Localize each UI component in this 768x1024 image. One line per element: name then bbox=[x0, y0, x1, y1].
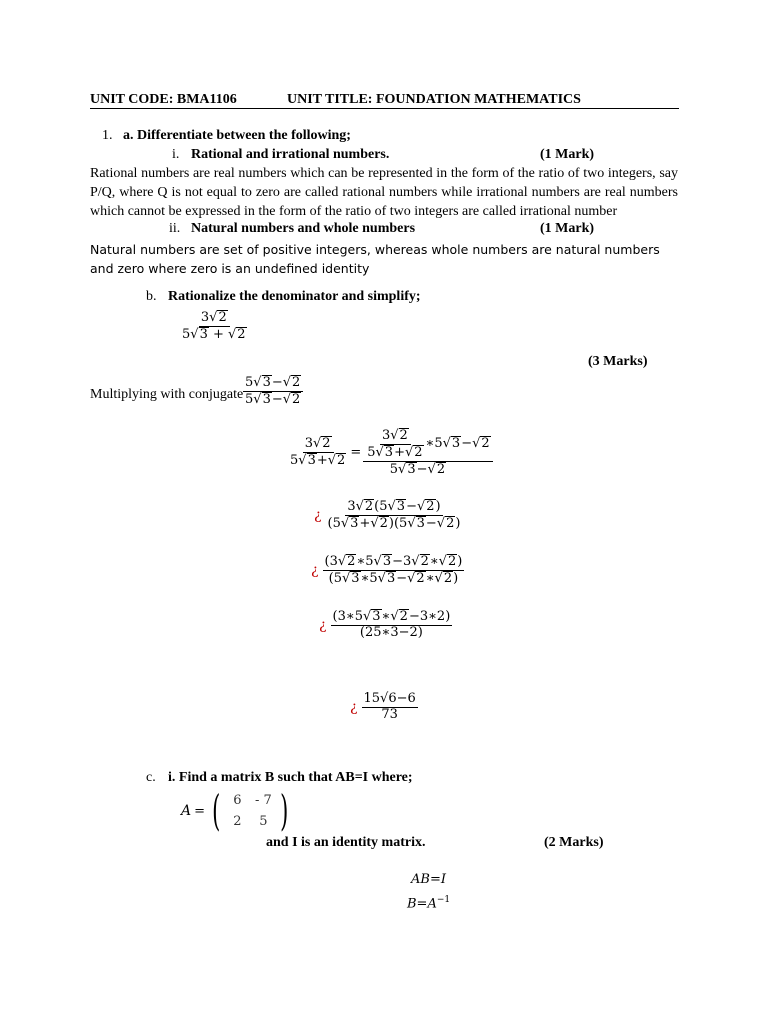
equation-ab-i: AB=I bbox=[411, 872, 446, 887]
part-c-marks: (2 Marks) bbox=[544, 835, 604, 850]
part-ii-title: Natural numbers and whole numbers bbox=[191, 221, 416, 236]
step-1: $\frac{3√2}{5√3+√2}$ = $\frac{3√2}{5√3+√2}$ ∗5√3−√2 5√3−√2 bbox=[288, 428, 493, 478]
step-2: ¿ $\frac{3√2(5√3-√2)}{(5√3+√2)(5√3-√2)}$ bbox=[314, 499, 461, 531]
part-i-marks: (1 Mark) bbox=[540, 147, 595, 162]
part-a-title: a. Differentiate between the following; bbox=[123, 128, 351, 143]
part-i-title: Rational and irrational numbers. bbox=[191, 147, 390, 162]
part-i-answer: Rational numbers are real numbers which can be represented in the form of the ratio of two integers, say P/Q, where Q is not equal to zero are called rational numbers while irrational numbers are real numbers which cannot be expressed in the form of the ratio of two integers are called irrational number bbox=[90, 166, 678, 219]
multiply-text: Multiplying with conjugate bbox=[90, 387, 244, 402]
matrix-cell: - 7 bbox=[255, 793, 272, 808]
part-ii-answer: Natural numbers are set of positive integers, whereas whole numbers are natural numbers and zero where zero is an undefined identity bbox=[90, 242, 660, 276]
matrix-cell: 2 bbox=[233, 814, 242, 829]
result-numerator: 15√6−6 bbox=[363, 691, 416, 706]
part-b-title: Rationalize the denominator and simplify; bbox=[168, 289, 421, 304]
result-denominator: 73 bbox=[381, 706, 398, 722]
part-i-number: i. bbox=[172, 147, 180, 162]
matrix-a: A = ( 6 - 7 2 5 ) bbox=[181, 786, 289, 835]
identity-text: and I is an identity matrix. bbox=[266, 835, 426, 850]
equation-b-inverse-text: B=A bbox=[407, 896, 437, 912]
part-c-label: c. bbox=[146, 770, 156, 785]
matrix-cell: 5 bbox=[259, 814, 268, 829]
result: ¿ $\frac{15√6-6}{73}$ bbox=[350, 691, 416, 722]
problem-fraction: $\frac{3√2}{5√3 + √2}$ bbox=[182, 310, 246, 342]
part-c-title: i. Find a matrix B such that AB=I where; bbox=[168, 770, 413, 785]
part-ii-marks: (1 Mark) bbox=[540, 221, 595, 236]
part-b-marks: (3 Marks) bbox=[588, 354, 648, 369]
matrix-cell: 6 bbox=[233, 793, 242, 808]
unit-title: UNIT TITLE: FOUNDATION MATHEMATICS bbox=[287, 92, 581, 107]
unit-code: UNIT CODE: BMA1106 bbox=[90, 92, 237, 107]
equation-b-inverse: $B=A^{-1}$ bbox=[407, 895, 451, 912]
part-b-label: b. bbox=[146, 289, 157, 304]
header-rule bbox=[90, 108, 679, 109]
step-4: ¿ $\frac{(3∗5√3∗√2-3∗2)}{(25∗3-2)}$ bbox=[319, 609, 451, 640]
step-3: ¿ $\frac{(3√2∗5√3-3√2∗√2)}{(5√3∗5√3-√2∗√2)}$ bbox=[311, 554, 463, 586]
question-number: 1. bbox=[102, 128, 113, 143]
part-ii-number: ii. bbox=[169, 221, 181, 236]
conjugate-fraction: $\frac{5√3-√2}{5√3-√2}$ bbox=[243, 375, 303, 408]
